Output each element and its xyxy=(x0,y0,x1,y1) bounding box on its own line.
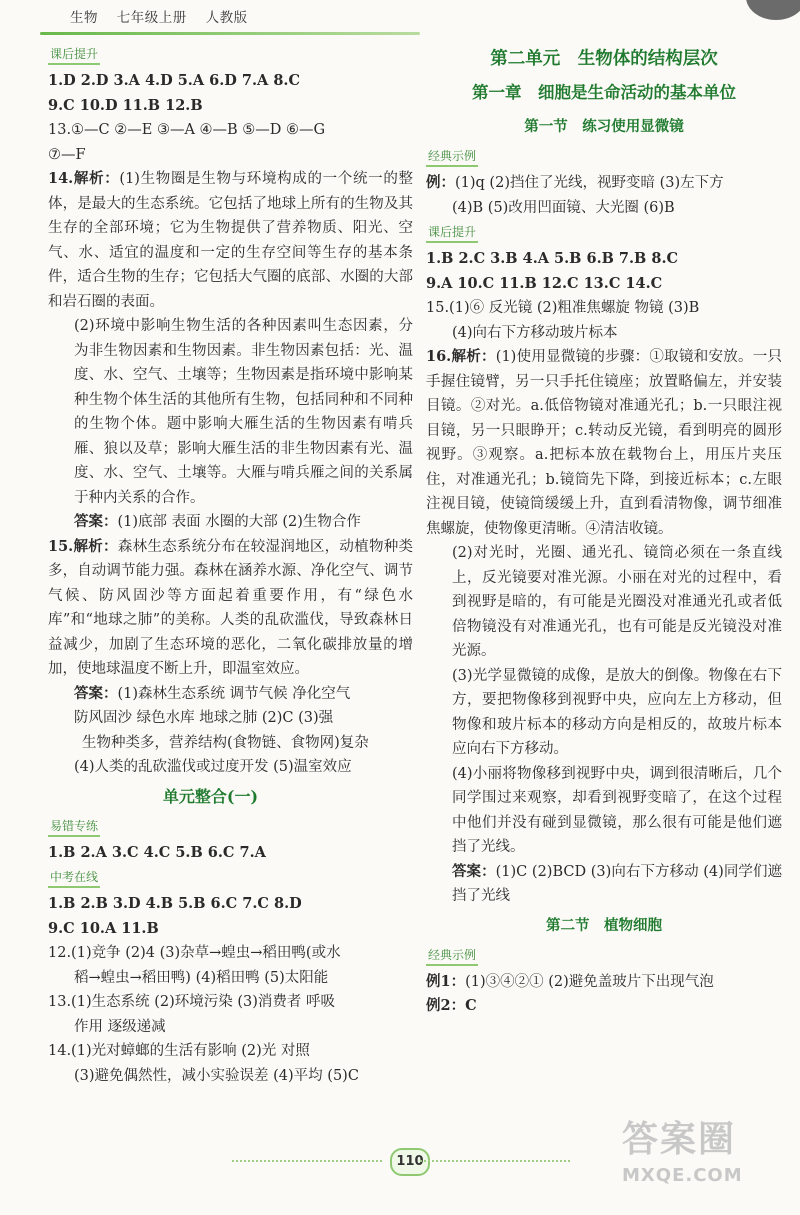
watermark-site-text: MXQE.COM xyxy=(622,1165,743,1186)
page-number-dots-right xyxy=(420,1160,570,1162)
q14-paragraph-2: (2)环境中影响生物生活的各种因素叫生态因素，分为非生物因素和生物因素。非生物因素包括：光、温度、水、空气、土壤等；生物因素是指环境中影响某种生物个体生活的其他所有生物，包括同种和不同种的生物个体。题中影响大雁生活的生物因素有啃兵雁、狼以及草；影响大雁生活的非生物因素有光、温度、水、空气、土壤等。大雁与啃兵雁之间的关系属于种内关系的合作。 xyxy=(74,318,413,506)
tag-exam-online: 中考在线 xyxy=(48,868,100,888)
page-number-dots-left xyxy=(232,1160,382,1162)
chapter-title: 第一章 细胞是生命活动的基本单位 xyxy=(472,83,736,102)
tag-classic-example: 经典示例 xyxy=(426,147,478,167)
q16-paragraph-3: (3)光学显微镜的成像，是放大的倒像。物像在右下方，要把物像移到视野中央，应向左上方移动，但物像和玻片标本的移动方向是相反的，故玻片标本应向右下方移动。 xyxy=(452,667,782,757)
page-number: 110 xyxy=(390,1148,430,1176)
q16-paragraph-4: (4)小丽将物像移到视野中央，调到很清晰后，几个同学围过来观察，却看到视野变暗了，在这个过程中他们并没有碰到显微镜，那么很有可能是他们遮挡了光线。 xyxy=(452,765,782,855)
example-2-text: C xyxy=(465,997,477,1014)
section-2-title: 第二节 植物细胞 xyxy=(546,916,662,934)
example-1-text: (1)③④②① (2)避免盖玻片下出现气泡 xyxy=(465,973,714,990)
example-line-2: (4)B (5)改用凹面镜、大光圈 (6)B xyxy=(452,199,675,216)
q15-answer-text-1: (1)森林生态系统 调节气候 净化空气 xyxy=(117,685,351,702)
tag-after-class: 课后提升 xyxy=(48,45,100,65)
q14-paragraph-1: (1)生物圈是生物与环境构成的一个统一的整体，是最大的生态系统。它包括了地球上所有的生物及其生存的全部环境；它为生物提供了营养物质、阳光、空气、水、适宜的温度和一定的生存空间等生存的基本条件，适合生物的生存；它包括大气圈的底部、水圈的大部和岩石圈的表面。 xyxy=(48,171,413,310)
q14-label: 14.解析： xyxy=(48,170,120,187)
q15-label: 15.解析： xyxy=(48,537,118,555)
example-text-1: (1)q (2)挡住了光线，视野变暗 (3)左下方 xyxy=(455,175,724,191)
tag-classic-example-2: 经典示例 xyxy=(426,946,478,966)
q15-answer-line-4: (4)人类的乱砍滥伐或过度开发 (5)温室效应 xyxy=(74,759,352,775)
q15-answer-line-2: 防风固沙 绿色水库 地球之肺 (2)C (3)强 xyxy=(74,710,334,726)
error-mc-answers: 1.B 2.A 3.C 4.C 5.B 6.C 7.A xyxy=(48,843,266,861)
mc-answers-line-1: 1.D 2.D 3.A 4.D 5.A 6.D 7.A 8.C xyxy=(48,72,301,89)
q14-answer xyxy=(48,510,413,535)
header-rule xyxy=(40,32,420,35)
q16-answer xyxy=(426,860,782,909)
example-1-label: 例1： xyxy=(426,972,466,990)
tag-after-class-right: 课后提升 xyxy=(426,223,478,243)
left-column xyxy=(48,42,413,1088)
corner-decoration xyxy=(746,0,800,20)
exam-q12-line-2: 稻→蝗虫→稻田鸭) (4)稻田鸭 (5)太阳能 xyxy=(74,969,329,986)
header-grade: 七年级上册 xyxy=(116,10,187,26)
q15-answer-label: 答案： xyxy=(74,684,118,702)
q14-answer-text: (1)底部 表面 水圈的大部 (2)生物合作 xyxy=(117,514,361,530)
example-2-label: 例2： xyxy=(426,997,466,1014)
exam-q14-line-2: (3)避免偶然性，减小实验误差 (4)平均 (5)C xyxy=(74,1067,359,1084)
example-line-1 xyxy=(426,171,782,196)
right-mc-line-1: 1.B 2.C 3.B 4.A 5.B 6.B 7.B 8.C xyxy=(426,250,679,267)
mc-answers-line-2: 9.C 10.D 11.B 12.B xyxy=(48,96,203,114)
q13-line-2: ⑦—F xyxy=(48,146,86,163)
q15-right-line-1: 15.(1)⑥ 反光镜 (2)粗准焦螺旋 物镜 (3)B xyxy=(426,300,700,316)
unit-title: 第二单元 生物体的结构层次 xyxy=(490,49,718,69)
q15-answer-line-1 xyxy=(48,682,413,707)
example-1-line xyxy=(426,970,782,995)
exam-q13-line-2: 作用 逐级递减 xyxy=(74,1018,166,1035)
q16-paragraph-1: (1)使用显微镜的步骤：①取镜和安放。一只手握住镜臂，另一只手托住镜座；放置略偏左，并安装目镜。②对光。a.低倍物镜对准通光孔；b.一只眼注视目镜，另一只眼睁开；c.转动反光镜，看到明亮的圆形视野。③观察。a.把标本放在载物台上，用压片夹压住，对准通光孔；b.镜筒先下降，到接近标本；c.左眼注视目镜，使镜筒缓缓上升，直到看清物像，调节细准焦螺旋，使物像更清晰。④清洁收镜。 xyxy=(426,349,782,537)
q16-answer-text: (1)C (2)BCD (3)向右下方移动 (4)同学们遮挡了光线 xyxy=(452,863,782,904)
q15-analysis xyxy=(48,535,413,682)
exam-q13-line-1: 13.(1)生态系统 (2)环境污染 (3)消费者 呼吸 xyxy=(48,994,336,1010)
q13-line-1: 13.①—C ②—E ③—A ④—B ⑤—D ⑥—G xyxy=(48,122,326,138)
tag-error-practice: 易错专练 xyxy=(48,817,100,837)
header-brand xyxy=(70,6,262,26)
exam-q12-line-1: 12.(1)竞争 (2)4 (3)杂草→蝗虫→稻田鸭(或水 xyxy=(48,945,341,961)
section-1-title: 第一节 练习使用显微镜 xyxy=(524,118,684,135)
example-label: 例： xyxy=(426,174,455,191)
watermark-main-text: 答案圈 xyxy=(622,1119,737,1160)
q14-answer-label: 答案： xyxy=(74,513,118,530)
q15-answer-line-3: 生物种类多，营养结构(食物链、食物网)复杂 xyxy=(82,734,369,751)
q15-paragraph: 森林生态系统分布在较湿润地区，动植物种类多，自动调节能力强。森林在涵养水源、净化空气、调节气候、防风固沙等方面起着重要作用，有“绿色水库”和“地球之肺”的美称。人类的乱砍滥伐，导致森林日益减少，加剧了生态环境的恶化，二氧化碳排放量的增加，使地球温度不断上升，即温室效应。 xyxy=(48,538,414,677)
header-edition: 人教版 xyxy=(205,10,248,26)
unit-review-title: 单元整合(一) xyxy=(162,786,259,806)
q16-answer-label: 答案： xyxy=(452,862,496,880)
page-header xyxy=(0,0,800,36)
q16-paragraph-2: (2)对光时，光圈、通光孔、镜筒必须在一条直线上，反光镜要对准光源。小丽在对光的过程中，看到视野是暗的，有可能是光圈没对准通光孔或者低倍物镜没有对准通光孔，也有可能是反光镜没对准光源。 xyxy=(452,545,782,659)
watermark-logo xyxy=(622,1118,782,1208)
right-column xyxy=(426,42,782,1019)
right-mc-line-2: 9.A 10.C 11.B 12.C 13.C 14.C xyxy=(426,274,663,292)
example-2-line xyxy=(426,994,782,1019)
exam-mc-line-1: 1.B 2.B 3.D 4.B 5.B 6.C 7.C 8.D xyxy=(48,895,302,912)
exam-q14-line-1: 14.(1)光对蟑螂的生活有影响 (2)光 对照 xyxy=(48,1043,310,1059)
q15-right-line-2: (4)向右下方移动玻片标本 xyxy=(452,324,618,341)
q16-label: 16.解析： xyxy=(426,348,496,365)
q14-analysis xyxy=(48,167,413,314)
header-subject: 生物 xyxy=(70,10,98,26)
q16-analysis xyxy=(426,345,782,541)
exam-mc-line-2: 9.C 10.A 11.B xyxy=(48,919,159,937)
